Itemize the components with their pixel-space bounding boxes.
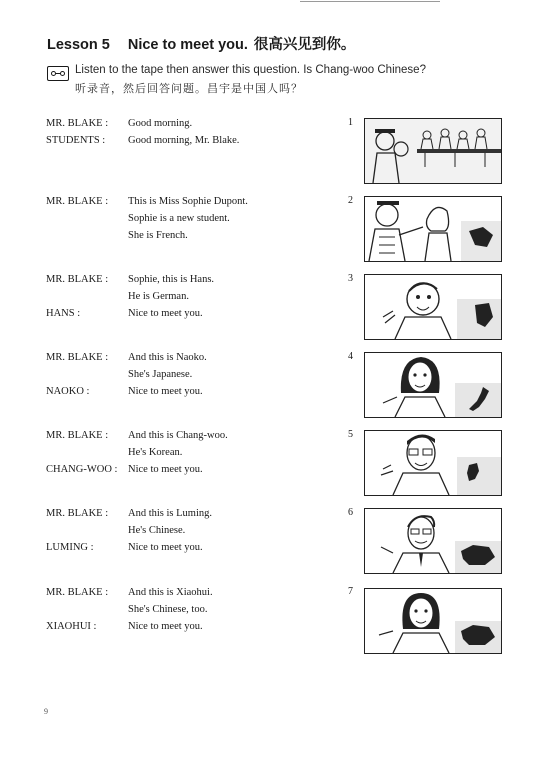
dialogue-line: Sophie is a new student.	[128, 213, 230, 224]
picture-number: 6	[348, 507, 353, 518]
lesson-title-cn: 很高兴见到你。	[253, 37, 356, 53]
cassette-tape-icon	[47, 66, 69, 81]
page-number: 9	[44, 707, 48, 716]
dialogue-line: Sophie, this is Hans.	[128, 274, 215, 285]
lesson-title-en: Nice to meet you.	[127, 37, 248, 53]
dialogue-line: She is French.	[128, 230, 188, 241]
speaker-label: NAOKO :	[46, 386, 90, 397]
speaker-label: LUMING :	[46, 542, 94, 553]
top-rule	[300, 1, 440, 2]
dialogue-line: Nice to meet you.	[128, 386, 203, 397]
dialogue-line: He's Chinese.	[128, 525, 186, 536]
picture-number: 5	[348, 429, 353, 440]
dialogue-line: And this is Luming.	[128, 508, 213, 519]
speaker-label: MR. BLAKE :	[46, 587, 109, 598]
dialogue-line: Nice to meet you.	[128, 308, 203, 319]
dialogue-line: And this is Naoko.	[128, 352, 207, 363]
picture-number: 7	[348, 586, 353, 597]
speaker-label: MR. BLAKE :	[46, 274, 109, 285]
dialogue-line: Nice to meet you.	[128, 621, 203, 632]
speaker-label: STUDENTS :	[46, 135, 106, 146]
speaker-label: MR. BLAKE :	[46, 508, 109, 519]
dialogue-line: Nice to meet you.	[128, 542, 203, 553]
dialogue-line: And this is Chang-woo.	[128, 430, 228, 441]
illustration-luming	[364, 508, 502, 574]
illustration-classroom	[364, 118, 502, 184]
speaker-label: XIAOHUI :	[46, 621, 97, 632]
dialogue-line: This is Miss Sophie Dupont.	[128, 196, 248, 207]
dialogue-line: She's Chinese, too.	[128, 604, 208, 615]
dialogue-line: Nice to meet you.	[128, 464, 203, 475]
illustration-hans	[364, 274, 502, 340]
dialogue-line: He is German.	[128, 291, 189, 302]
lesson-number: Lesson 5	[47, 37, 110, 53]
picture-number: 4	[348, 351, 353, 362]
illustration-xiaohui	[364, 588, 502, 654]
lesson-title	[47, 33, 355, 54]
dialogue-line: He's Korean.	[128, 447, 183, 458]
picture-number: 2	[348, 195, 353, 206]
illustration-chang-woo	[364, 430, 502, 496]
dialogue-line: Good morning.	[128, 118, 193, 129]
speaker-label: MR. BLAKE :	[46, 352, 109, 363]
instruction-cn: 听录音，然后回答问题。昌宇是中国人吗？	[75, 82, 303, 95]
speaker-label: CHANG-WOO :	[46, 464, 118, 475]
speaker-label: HANS :	[46, 308, 81, 319]
illustration-teacher-sophie	[364, 196, 502, 262]
instruction-en: Listen to the tape then answer this question. Is Chang-woo Chinese?	[75, 64, 426, 76]
picture-number: 3	[348, 273, 353, 284]
dialogue-line: Good morning, Mr. Blake.	[128, 135, 240, 146]
picture-number: 1	[348, 117, 353, 128]
speaker-label: MR. BLAKE :	[46, 196, 109, 207]
speaker-label: MR. BLAKE :	[46, 118, 109, 129]
dialogue-line: And this is Xiaohui.	[128, 587, 213, 598]
speaker-label: MR. BLAKE :	[46, 430, 109, 441]
illustration-naoko	[364, 352, 502, 418]
dialogue-line: She's Japanese.	[128, 369, 193, 380]
